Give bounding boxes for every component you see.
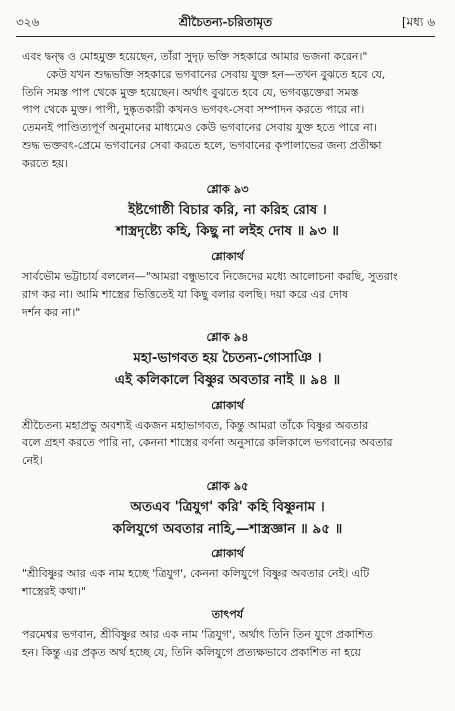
translation-line: নেই।	[22, 454, 43, 468]
paragraph-line: করতে হয়।	[22, 156, 69, 170]
verse-number: শ্লোক ৯৫	[206, 478, 249, 493]
translation-label: শ্লোকার্থ	[211, 547, 244, 561]
translation-label: শ্লোকার্থ	[211, 249, 244, 263]
translation-line: সার্বভৌম ভট্টাচার্য বললেন—"আমরা বন্ধুভাবে নিজেদের মধ্যে আলোচনা করছি, সুতরাং	[22, 269, 398, 283]
paragraph-line: পাপ থেকে মুক্ত। পাপী, দুষ্কৃতকারী কখনও ভগবৎ-সেবা সম্পাদন করতে পারে না।	[22, 103, 365, 117]
translation-line: শ্রীচৈতন্য মহাপ্রভু অবশ্যই একজন মহাভাগবত, কিন্তু আমরা তাঁকে বিষ্ণুর অবতার	[22, 418, 369, 432]
purport-line: পরমেশ্বর ভগবান, শ্রীবিষ্ণুর আর এক নাম 'ত্রিযুগ', অর্থাৎ তিনি তিন যুগে প্রকাশিত	[22, 627, 373, 641]
book-title: শ্রীচৈতন্য-চরিতামৃত	[178, 15, 273, 29]
paragraph-line: কেউ যখন শুদ্ধভক্তি সহকারে ভগবানের সেবায় যুক্ত হন—তখন বুঝতে হবে যে,	[46, 67, 386, 81]
translation-line: শাস্ত্রেরই কথা।"	[22, 584, 86, 598]
paragraph-line: তিনি সমস্ত পাপ থেকে মুক্ত হয়েছেন। অর্থাৎ বুঝতে হবে যে, ভগবদ্ভক্তেরা সমস্ত	[22, 85, 359, 99]
verse-line: কলিযুগে অবতার নাহি,—শাস্ত্রজ্ঞান ॥ ৯৫ ॥	[112, 520, 343, 537]
translation-label: শ্লোকার্থ	[211, 398, 244, 412]
purport-line: হন। কিন্তু এর প্রকৃত অর্থ হচ্ছে যে, তিনি কলিযুগে প্রত্যক্ষভাবে প্রকাশিত না হয়ে	[22, 645, 361, 659]
page-header	[16, 10, 435, 37]
translation-line: বলে গ্রহণ করতে পারি না, কেননা শাস্ত্রের বর্ণনা অনুসারে কলিকালে ভগবানের অবতার	[22, 436, 393, 450]
paragraph-line: শুদ্ধ ভক্তবৎ-প্রেমে ভগবানের সেবা করতে হলে, ভগবানের কৃপালাভের জন্য প্রতীক্ষা	[22, 139, 382, 153]
purport-label: তাৎপর্য	[211, 607, 244, 621]
translation-line: "শ্রীবিষ্ণুর আর এক নাম হচ্ছে 'ত্রিযুগ', কেননা কলিযুগে বিষ্ণুর অবতার নেই। এটি	[22, 567, 370, 581]
verse-line: ইষ্টগোষ্ঠী বিচার করি, না করিহ রোষ ।	[128, 201, 327, 218]
verse-number: শ্লোক ৯৪	[206, 330, 249, 345]
paragraph-line: তেমনই পাণ্ডিত্যপূর্ণ অনুমানের মাধ্যমেও কেউ ভগবানের সেবায় যুক্ত হতে পারে না।	[22, 121, 377, 135]
verse-number: শ্লোক ৯৩	[206, 181, 249, 196]
translation-line: দর্শন কর না।"	[22, 305, 81, 319]
page-body	[22, 48, 433, 661]
page-number: ৩২৬	[16, 15, 40, 29]
verse-line: এই কলিকালে বিষ্ণুর অবতার নাই ॥ ৯৪ ॥	[114, 371, 341, 388]
verse-line: মহা-ভাগবত হয় চৈতন্য-গোসাঞি ।	[133, 350, 322, 367]
verse-line: অতএব 'ত্রিযুগ' করি' কহি বিষ্ণুনাম ।	[130, 498, 325, 515]
section-marker: [মধ্য ৬	[401, 15, 435, 29]
translation-line: রাগ কর না। আমি শাস্ত্রের ভিত্তিতেই যা কিছু বলার বলছি। দয়া করে এর দোষ	[22, 287, 349, 301]
verse-line: শাস্ত্রদৃষ্ট্যে কহি, কিছু না লইহ দোষ ॥ ৯৩ ॥	[116, 223, 339, 240]
paragraph-line: এবং দ্বন্দ্ব ও মোহমুক্ত হয়েছেন, তাঁরা সুদৃঢ় ভক্তি সহকারে আমার ভজনা করেন।"	[22, 50, 368, 63]
